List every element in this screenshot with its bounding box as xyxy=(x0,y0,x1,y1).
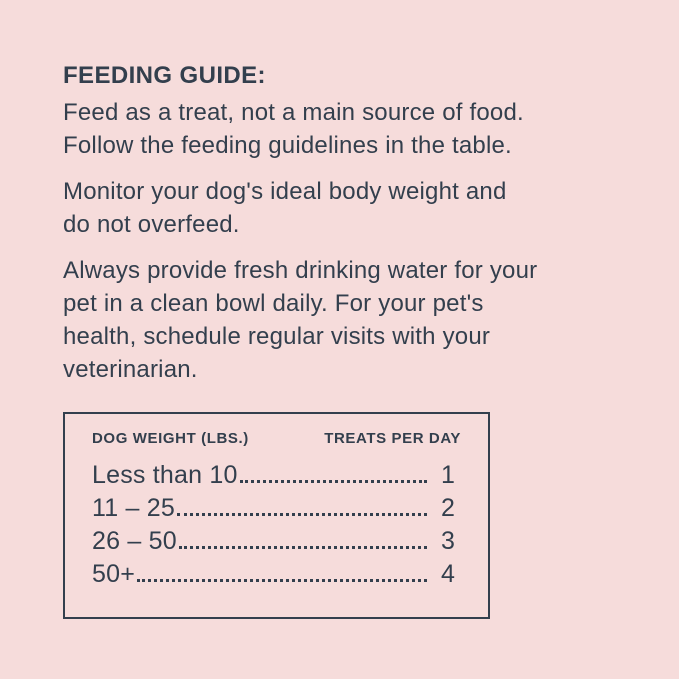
dot-leader xyxy=(137,579,427,582)
feeding-guide-title: FEEDING GUIDE: xyxy=(63,62,266,89)
row-weight-label: 11 – 25 xyxy=(92,494,175,522)
feeding-table xyxy=(63,412,490,619)
feeding-paragraph-weight: Monitor your dog's ideal body weight and do not overfeed. xyxy=(63,178,507,238)
table-row xyxy=(92,558,461,591)
row-treats-value: 4 xyxy=(440,560,456,588)
dot-leader xyxy=(179,546,427,549)
row-weight-label: Less than 10 xyxy=(92,461,238,489)
table-row xyxy=(92,459,461,492)
dot-leader xyxy=(240,480,427,483)
row-treats-value: 3 xyxy=(440,527,456,555)
table-row xyxy=(92,525,461,558)
row-treats-value: 2 xyxy=(440,494,456,522)
feeding-table-header xyxy=(92,430,461,447)
table-row xyxy=(92,492,461,525)
table-header-dog-weight: DOG WEIGHT (LBS.) xyxy=(92,430,249,447)
table-header-treats-per-day: TREATS PER DAY xyxy=(324,430,461,447)
row-treats-value: 1 xyxy=(440,461,456,489)
row-weight-label: 26 – 50 xyxy=(92,527,177,555)
feeding-paragraph-treat: Feed as a treat, not a main source of food. Follow the feeding guidelines in the table. xyxy=(63,99,524,159)
feeding-paragraph-water: Always provide fresh drinking water for your pet in a clean bowl daily. For your pet's health, schedule regular visits with your veterinarian. xyxy=(63,257,538,383)
row-weight-label: 50+ xyxy=(92,560,136,588)
dot-leader xyxy=(177,513,427,516)
